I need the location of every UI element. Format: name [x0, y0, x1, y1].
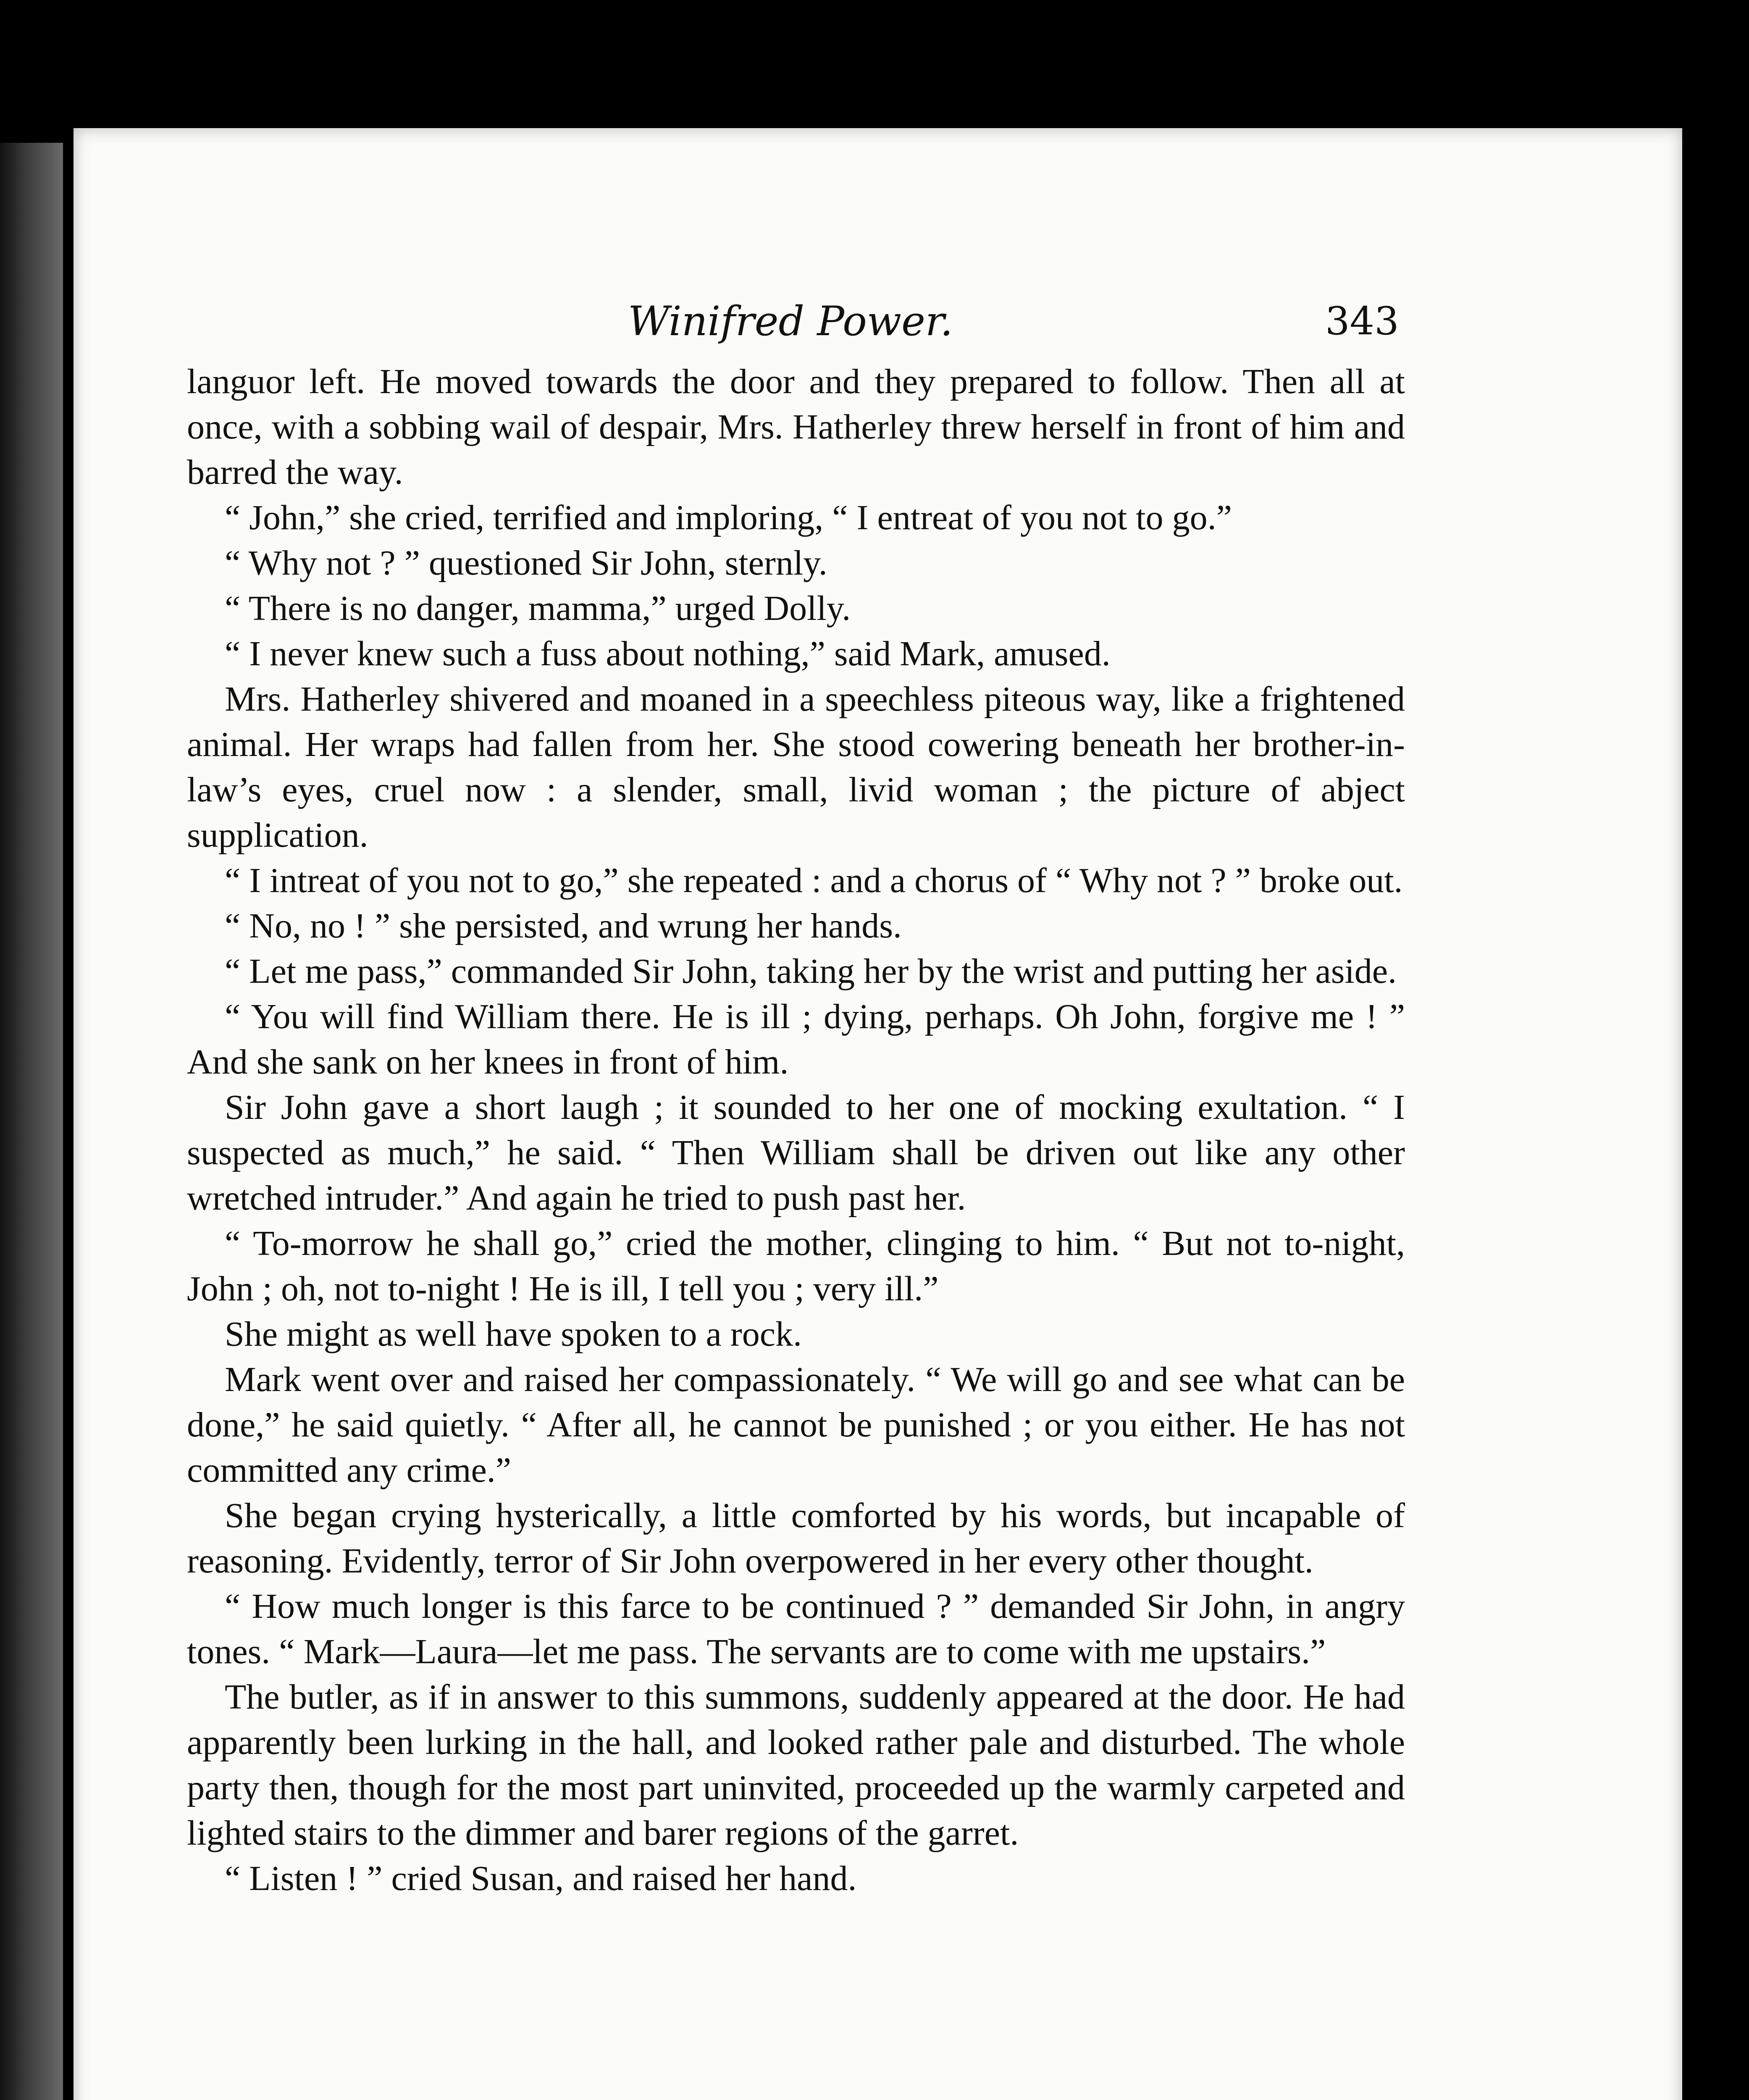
- paragraph: “ Why not ? ” questioned Sir John, sternly.: [225, 543, 827, 583]
- paragraph: “ There is no danger, mamma,” urged Dolly.: [225, 589, 851, 628]
- paragraph: Mark went over and raised her compassionately. “ We will go and see what can be done,” he said quietly. “ After all, he cannot be punished ; or you either. He has not committed any crime.”: [187, 1360, 1405, 1490]
- paragraph: languor left. He moved towards the door and they prepared to follow. Then all at once, with a sobbing wail of despair, Mrs. Hatherley threw herself in front of him and barred the way.: [187, 362, 1405, 492]
- paragraph: Sir John gave a short laugh ; it sounded to her one of mocking exultation. “ I suspected as much,” he said. “ Then William shall be driven out like any other wretched intruder.” And again he tried to push past her.: [187, 1088, 1405, 1218]
- body-text: [187, 359, 1405, 1901]
- paragraph: “ I intreat of you not to go,” she repeated : and a chorus of “ Why not ? ” broke out.: [225, 861, 1403, 900]
- paragraph: “ You will find William there. He is ill ; dying, perhaps. Oh John, forgive me ! ” And she sank on her knees in front of him.: [187, 997, 1405, 1082]
- page-header: [74, 296, 1460, 363]
- book-page: [74, 128, 1682, 2100]
- paragraph: “ John,” she cried, terrified and imploring, “ I entreat of you not to go.”: [225, 498, 1232, 537]
- paragraph: “ To-morrow he shall go,” cried the mother, clinging to him. “ But not to-night, John ; oh, not to-night ! He is ill, I tell you ; very ill.”: [187, 1224, 1405, 1308]
- paragraph: “ I never knew such a fuss about nothing,” said Mark, amused.: [225, 634, 1111, 673]
- running-title: Winifred Power.: [628, 298, 953, 345]
- paragraph: “ Listen ! ” cried Susan, and raised her hand.: [225, 1859, 857, 1898]
- page-number: 343: [1325, 299, 1399, 344]
- paragraph: “ No, no ! ” she persisted, and wrung her hands.: [225, 906, 902, 945]
- paragraph: “ How much longer is this farce to be continued ? ” demanded Sir John, in angry tones. “ Mark—Laura—let me pass. The servants are to come with me upstairs.”: [187, 1587, 1405, 1671]
- paragraph: The butler, as if in answer to this summons, suddenly appeared at the door. He had apparently been lurking in the hall, and looked rather pale and disturbed. The whole party then, though for the most part uninvited, proceeded up the warmly carpeted and lighted stairs to the dimmer and barer regions of the garret.: [187, 1677, 1405, 1853]
- paragraph: Mrs. Hatherley shivered and moaned in a speechless piteous way, like a frightened animal. Her wraps had fallen from her. She stood cowering beneath her brother-in-law’s eyes, cruel now : a slender, small, livid woman ; the picture of abject supplication.: [187, 680, 1405, 855]
- paragraph: She might as well have spoken to a rock.: [225, 1315, 802, 1354]
- paragraph: She began crying hysterically, a little comforted by his words, but incapable of reasoning. Evidently, terror of Sir John overpowered in her every other thought.: [187, 1496, 1405, 1580]
- facing-page-edge: [0, 143, 63, 2100]
- paragraph: “ Let me pass,” commanded Sir John, taking her by the wrist and putting her aside.: [225, 952, 1397, 991]
